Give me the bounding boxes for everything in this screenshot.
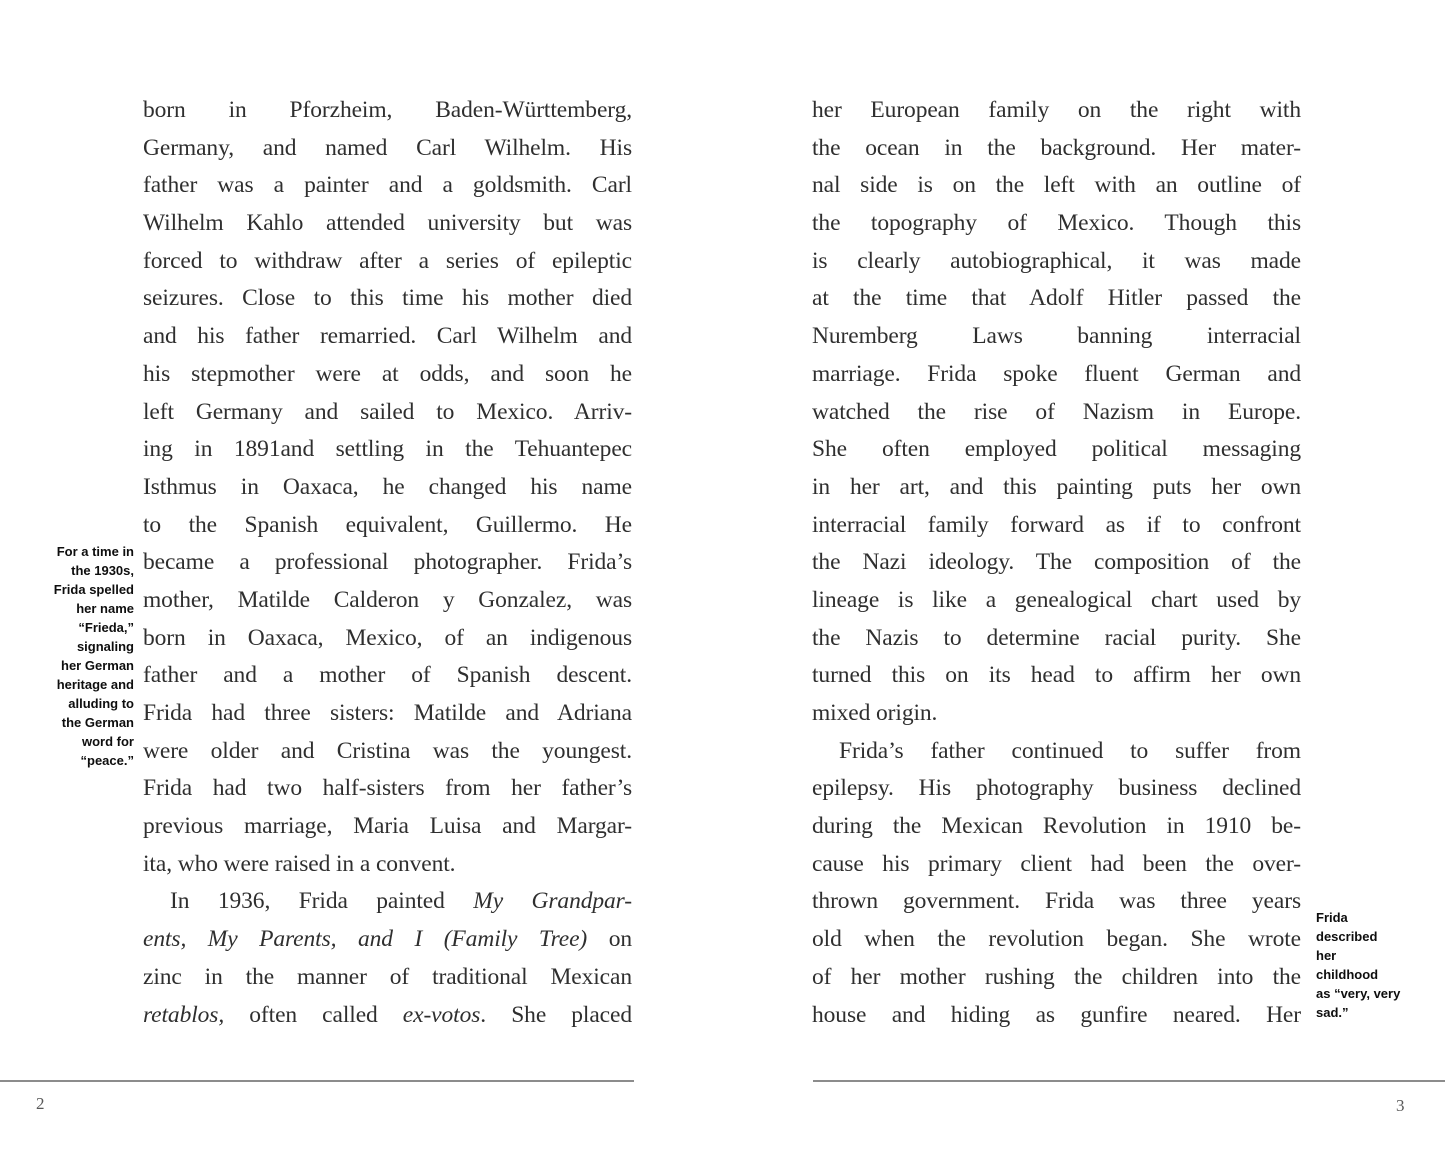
body-text-column-right xyxy=(812,92,1301,1034)
text-line: sad.” xyxy=(1316,1005,1349,1020)
text-line: In 1936, Frida painted My Grandpar- xyxy=(170,888,632,915)
margin-note-left xyxy=(20,542,134,770)
text-line: Frida’s father continued to suffer from xyxy=(839,737,1301,764)
text-line: left Germany and sailed to Mexico. Arriv- xyxy=(143,398,632,425)
text-line: mother, Matilde Calderon y Gonzalez, was xyxy=(143,586,632,613)
text-line: Frida had three sisters: Matilde and Adriana xyxy=(143,700,632,726)
text-line: were older and Cristina was the youngest. xyxy=(143,737,632,764)
text-line: Nuremberg Laws banning interracial xyxy=(812,323,1301,350)
text-line: “peace.” xyxy=(80,753,134,768)
text-line: signaling xyxy=(76,639,134,654)
text-line: Isthmus in Oaxaca, he changed his name xyxy=(143,473,632,500)
text-line: became a professional photographer. Frida’s xyxy=(143,549,632,576)
text-line: zinc in the manner of traditional Mexican xyxy=(143,963,632,990)
text-line: interracial family forward as if to confront xyxy=(812,511,1301,538)
text-line: at the time that Adolf Hitler passed the xyxy=(812,285,1301,312)
text-line: born in Oaxaca, Mexico, of an indigenous xyxy=(143,624,632,651)
text-line: the German xyxy=(61,715,134,730)
text-line: her name xyxy=(76,601,134,616)
text-line: the Nazi ideology. The composition of the xyxy=(812,549,1301,576)
text-line: lineage is like a genealogical chart used by xyxy=(812,586,1301,613)
text-line: and his father remarried. Carl Wilhelm and xyxy=(143,323,632,350)
text-line: the Nazis to determine racial purity. She xyxy=(812,624,1301,651)
text-line: described xyxy=(1316,929,1378,944)
text-line: old when the revolution began. She wrote xyxy=(812,926,1301,953)
text-line: in her art, and this painting puts her own xyxy=(812,473,1301,500)
text-line: cause his primary client had been the over- xyxy=(812,850,1301,877)
text-line: epilepsy. His photography business declined xyxy=(812,775,1301,802)
text-line: heritage and xyxy=(56,677,134,692)
text-line: marriage. Frida spoke fluent German and xyxy=(812,360,1301,387)
text-line: the topography of Mexico. Though this xyxy=(812,210,1301,237)
text-line: the ocean in the background. Her mater- xyxy=(812,134,1301,161)
text-line: the 1930s, xyxy=(71,563,134,578)
text-line: ing in 1891and settling in the Tehuantepec xyxy=(143,436,632,463)
text-line: “Frieda,” xyxy=(78,620,134,635)
text-line: her xyxy=(1316,948,1337,963)
text-line: ents, My Parents, and I (Family Tree) on xyxy=(143,926,633,953)
text-line: ita, who were raised in a convent. xyxy=(143,850,456,877)
text-line: nal side is on the left with an outline of xyxy=(812,172,1301,199)
text-line: her European family on the right with xyxy=(812,97,1301,123)
footer-rule-left xyxy=(0,1080,634,1082)
text-line: seizures. Close to this time his mother died xyxy=(143,285,632,312)
text-line: father and a mother of Spanish descent. xyxy=(143,662,632,689)
text-line: watched the rise of Nazism in Europe. xyxy=(812,398,1301,425)
text-line: to the Spanish equivalent, Guillermo. He xyxy=(143,511,632,538)
text-line: retablos, often called ex-votos. She placed xyxy=(143,1001,632,1028)
footer-rule-right xyxy=(813,1080,1445,1082)
text-line: Frida had two half-sisters from her father’s xyxy=(143,775,632,802)
text-line: as “very, very xyxy=(1316,986,1401,1001)
text-line: Germany, and named Carl Wilhelm. His xyxy=(143,134,632,161)
text-line: turned this on its head to affirm her own xyxy=(812,662,1301,689)
text-line: Frida xyxy=(1316,910,1348,925)
text-line: previous marriage, Maria Luisa and Margar- xyxy=(143,813,632,840)
margin-note-right xyxy=(1316,908,1420,1022)
text-line: Wilhelm Kahlo attended university but was xyxy=(143,210,632,237)
page-number-right: 3 xyxy=(1396,1096,1405,1115)
text-line: of her mother rushing the children into the xyxy=(812,963,1301,990)
text-line: is clearly autobiographical, it was made xyxy=(812,247,1301,274)
text-line: house and hiding as gunfire neared. Her xyxy=(812,1001,1301,1028)
text-line: alluding to xyxy=(68,696,134,711)
text-line: childhood xyxy=(1316,967,1379,982)
text-line: For a time in xyxy=(56,544,134,559)
text-line: father was a painter and a goldsmith. Carl xyxy=(143,172,632,199)
text-line: his stepmother were at odds, and soon he xyxy=(143,360,632,387)
page-number-left: 2 xyxy=(36,1094,45,1113)
text-line: She often employed political messaging xyxy=(812,436,1301,463)
text-line: during the Mexican Revolution in 1910 be- xyxy=(812,813,1301,840)
text-line: mixed origin. xyxy=(812,700,938,726)
body-text-column-left xyxy=(143,92,632,1034)
text-line: forced to withdraw after a series of epileptic xyxy=(143,247,632,274)
text-line: born in Pforzheim, Baden-Württemberg, xyxy=(143,97,632,123)
text-line: Frida spelled xyxy=(53,582,134,597)
text-line: word for xyxy=(82,734,134,749)
text-line: her German xyxy=(61,658,134,673)
text-line: thrown government. Frida was three years xyxy=(812,888,1301,915)
